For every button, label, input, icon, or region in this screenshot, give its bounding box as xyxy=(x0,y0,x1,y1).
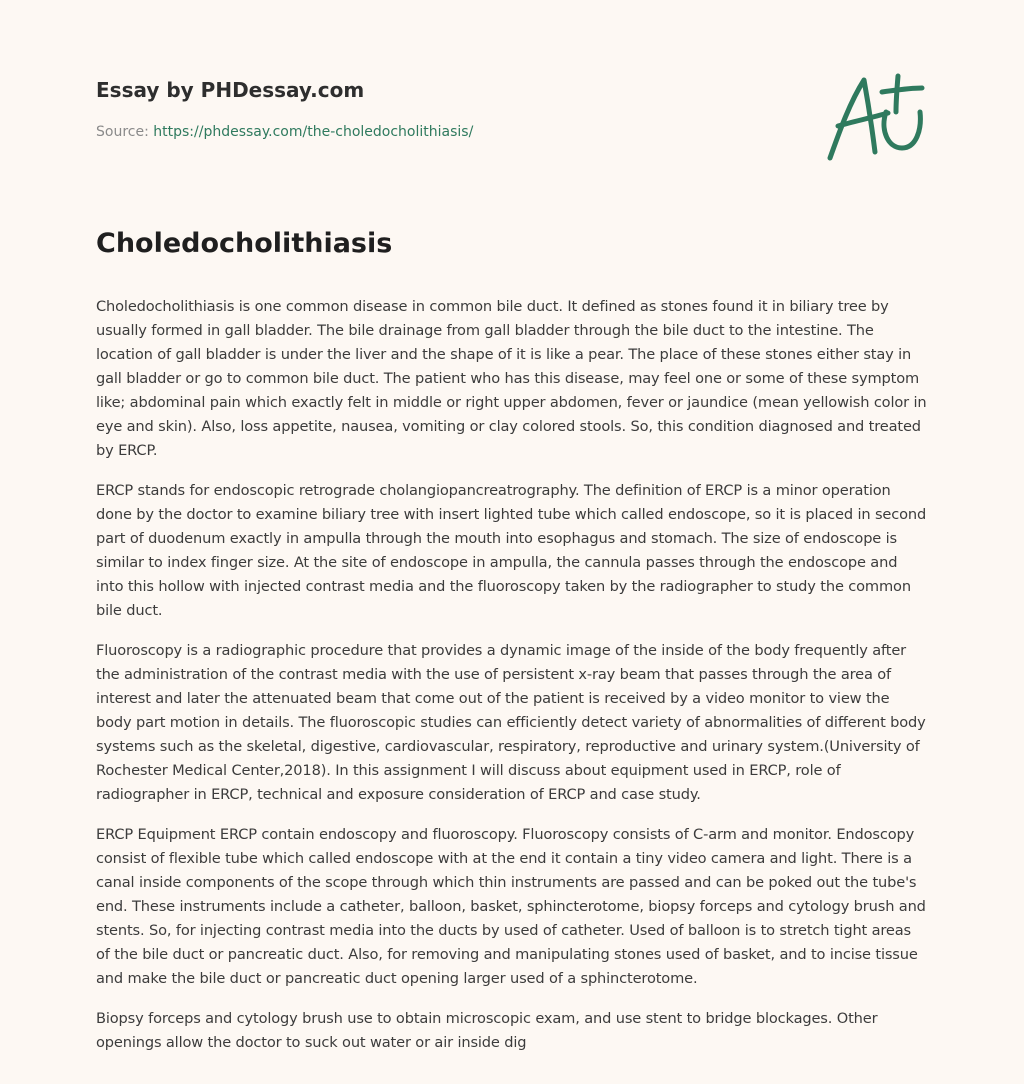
source-label: Source: xyxy=(96,124,154,140)
essay-paragraph: Choledocholithiasis is one common disease in common bile duct. It defined as stones found it in biliary tree by usually formed in gall bladder. The bile drainage from gall bladder through the bile duct to the intestine. The location of gall bladder is under the liver and the shape of it is like a pear. The place of these stones either stay in gall bladder or go to common bile duct. The patient who has this disease, may feel one or some of these symptom like; abdominal pain which exactly felt in middle or right upper abdomen, fever or jaundice (mean yellowish color in eye and skin). Also, loss appetite, nausea, vomiting or clay colored stools. So, this condition diagnosed and treated by ERCP. xyxy=(96,298,927,459)
source-link[interactable]: https://phdessay.com/the-choledocholithiasis/ xyxy=(153,124,474,140)
essay-paragraph: Biopsy forceps and cytology brush use to obtain microscopic exam, and use stent to bridge blockages. Other openings allow the doctor to suck out water or air inside dig xyxy=(96,1010,878,1051)
site-title: Essay by PHDessay.com xyxy=(96,78,365,102)
a-plus-logo-icon xyxy=(822,68,928,164)
essay-article xyxy=(96,224,928,1071)
a-plus-logo xyxy=(822,68,928,164)
page-header xyxy=(96,76,796,142)
essay-title: Choledocholithiasis xyxy=(96,228,393,259)
essay-paragraph: ERCP Equipment ERCP contain endoscopy and fluoroscopy. Fluoroscopy consists of C-arm and monitor. Endoscopy consist of flexible tube which called endoscope with at the end it contain a tiny video camera and light. There is a canal inside components of the scope through which thin instruments are passed and can be poked out the tube's end. These instruments include a catheter, balloon, basket, sphincterotome, biopsy forceps and cytology brush and stents. So, for injecting contrast media into the ducts by used of catheter. Used of balloon is to stretch tight areas of the bile duct or pancreatic duct. Also, for removing and manipulating stones used of basket, and to incise tissue and make the bile duct or pancreatic duct opening larger used of a sphincterotome. xyxy=(96,826,926,987)
essay-paragraph: Fluoroscopy is a radiographic procedure that provides a dynamic image of the inside of the body frequently after the administration of the contrast media with the use of persistent x-ray beam that passes through the area of interest and later the attenuated beam that come out of the patient is received by a video monitor to view the body part motion in details. The fluoroscopic studies can efficiently detect variety of abnormalities of different body systems such as the skeletal, digestive, cardiovascular, respiratory, reproductive and urinary system.(University of Rochester Medical Center,2018). In this assignment I will discuss about equipment used in ERCP, role of radiographer in ERCP, technical and exposure consideration of ERCP and case study. xyxy=(96,642,926,803)
source-line xyxy=(96,122,796,142)
essay-paragraph: ERCP stands for endoscopic retrograde cholangiopancreatrography. The definition of ERCP is a minor operation done by the doctor to examine biliary tree with insert lighted tube which called endoscope, so it is placed in second part of duodenum exactly in ampulla through the mouth into esophagus and stomach. The size of endoscope is similar to index finger size. At the site of endoscope in ampulla, the cannula passes through the endoscope and into this hollow with injected contrast media and the fluoroscopy taken by the radiographer to study the common bile duct. xyxy=(96,482,927,619)
